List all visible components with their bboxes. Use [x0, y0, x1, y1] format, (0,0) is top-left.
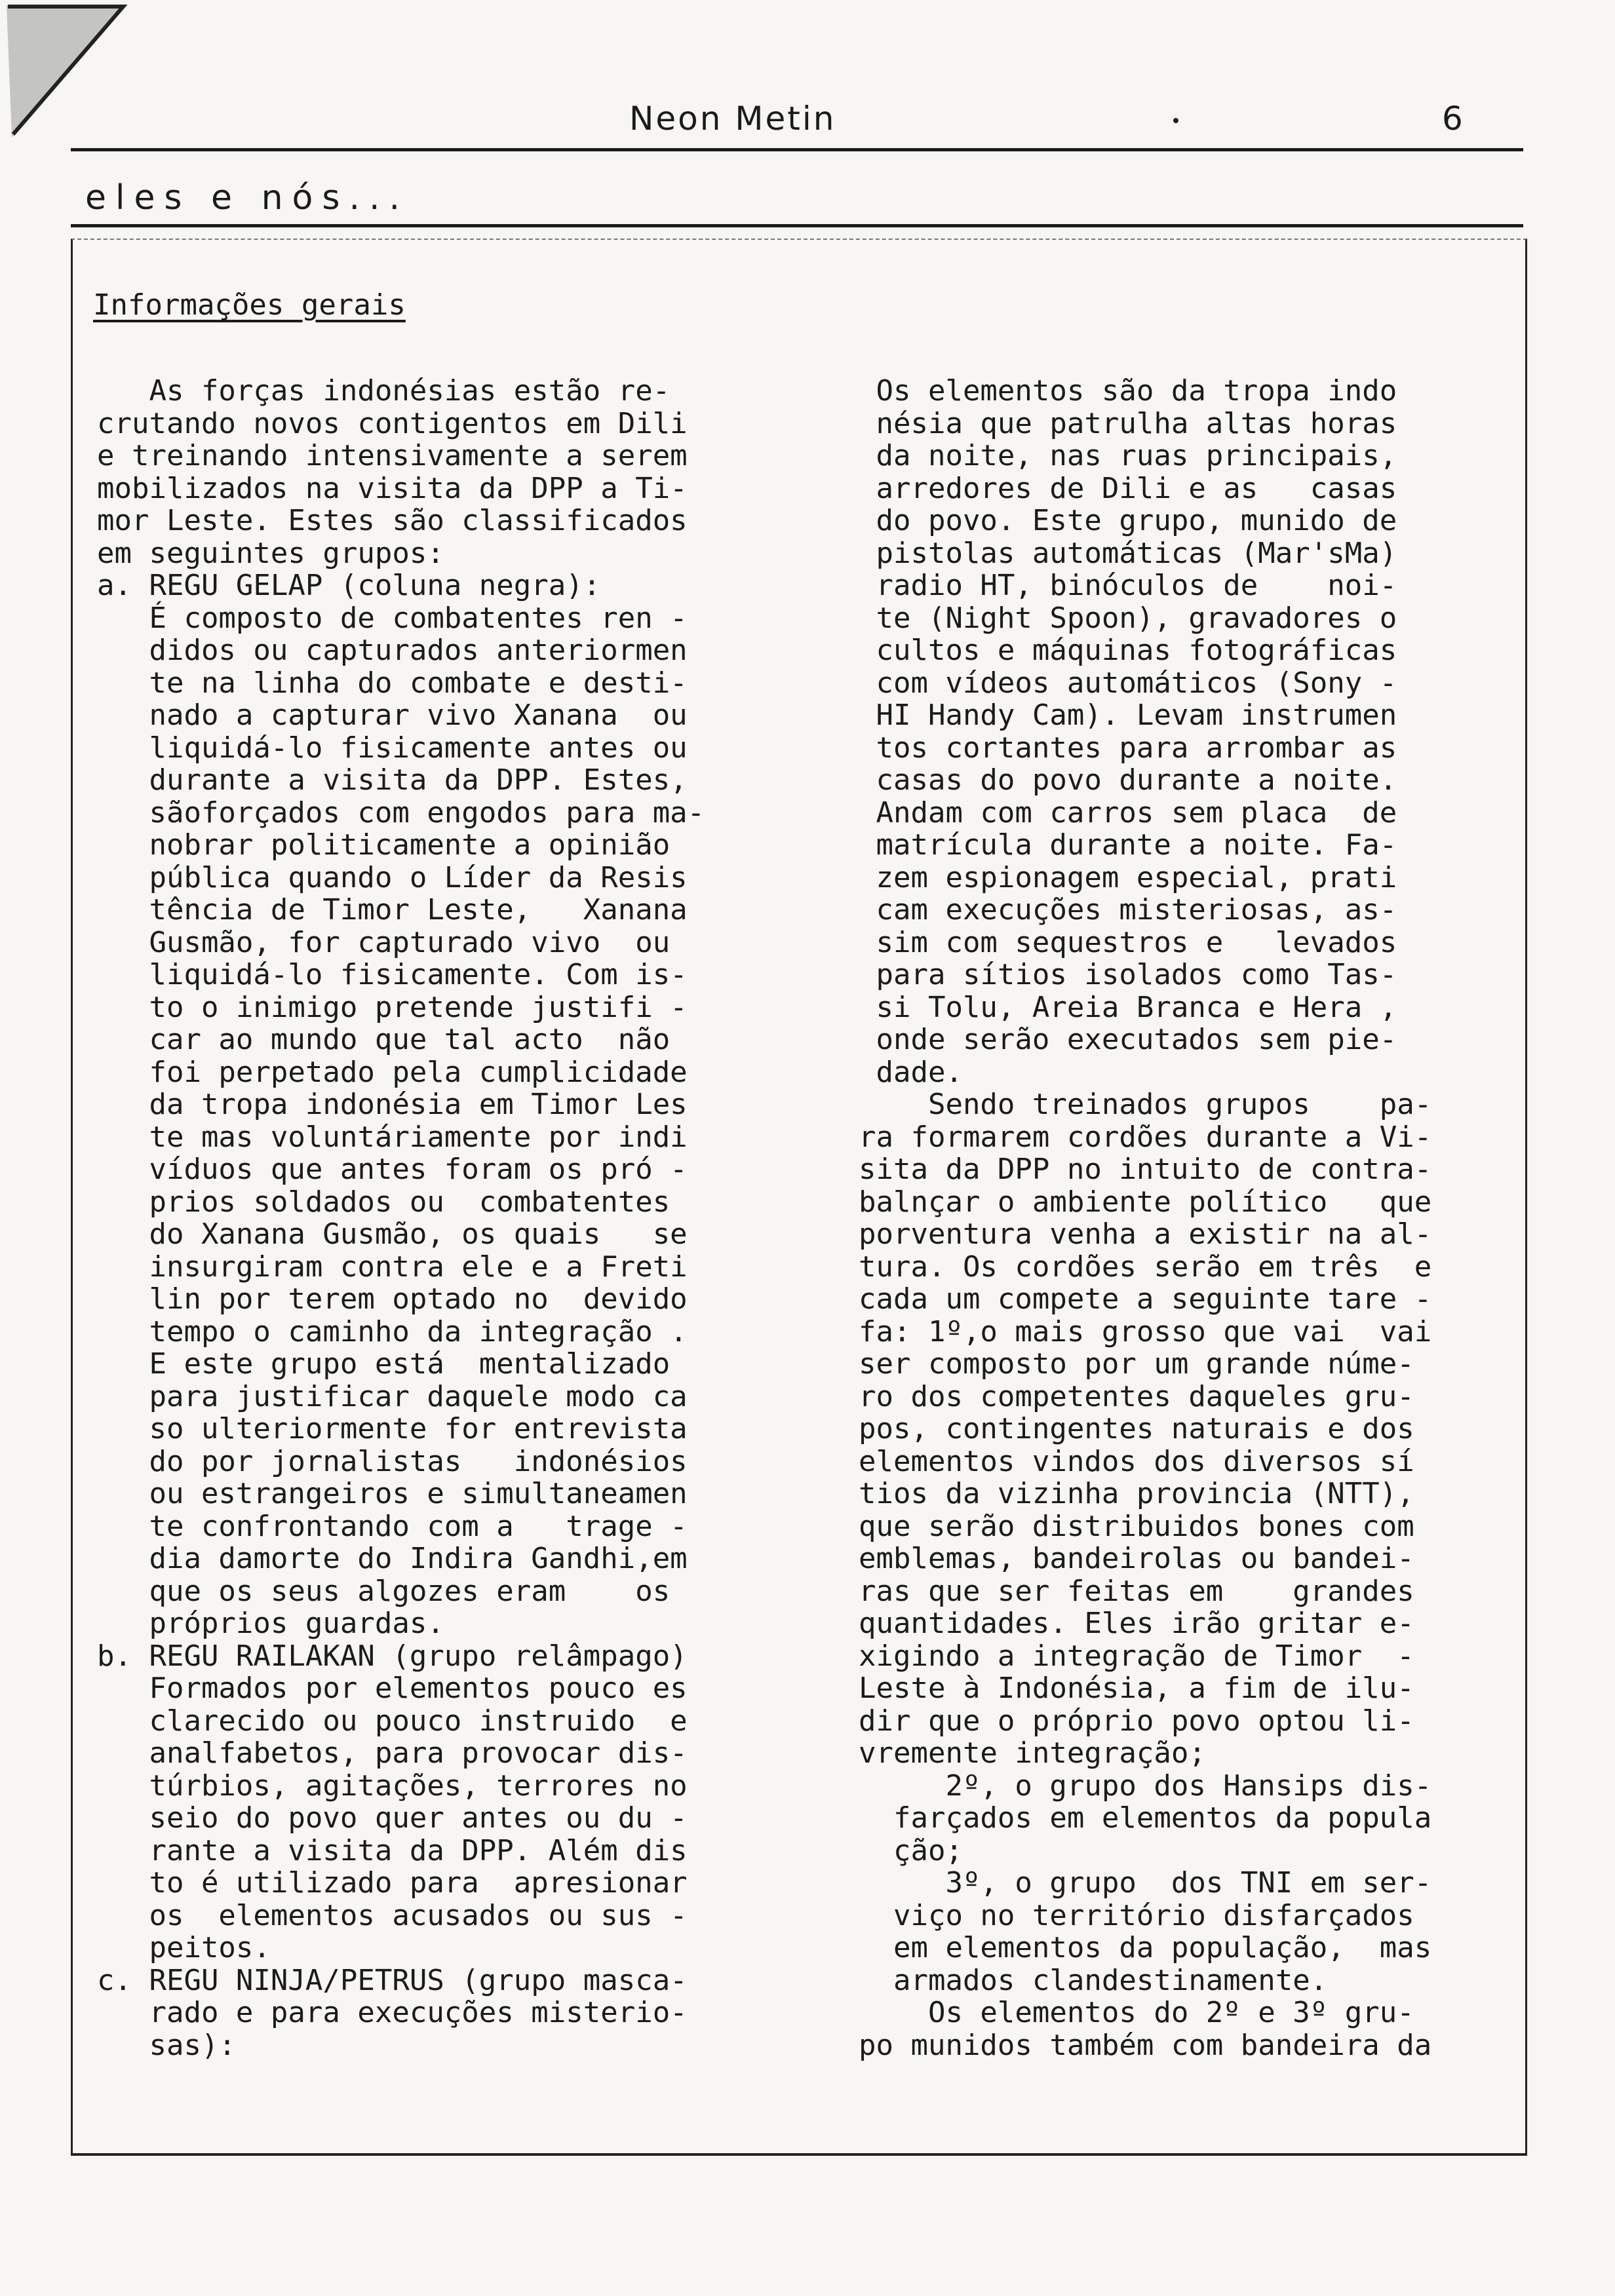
text-line: os elementos acusados ou sus -	[97, 1898, 688, 1932]
text-line: sas):	[97, 2028, 236, 2062]
scan-corner-mark	[0, 0, 131, 151]
text-line: Os elementos do 2º e 3º gru-	[859, 1996, 1414, 2029]
text-line: ou estrangeiros e simultaneamen	[97, 1477, 688, 1510]
text-line: balnçar o ambiente político que	[859, 1185, 1432, 1219]
text-line: so ulteriormente for entrevista	[97, 1412, 688, 1445]
text-line: liquidá-lo fisicamente. Com is-	[97, 958, 688, 991]
text-line: para sítios isolados como Tas-	[859, 958, 1397, 991]
text-line: elementos vindos dos diversos sí	[859, 1444, 1414, 1478]
text-line: dir que o próprio povo optou li-	[859, 1704, 1414, 1738]
text-line: zem espionagem especial, prati	[859, 860, 1397, 894]
section-heading: eles e nós...	[85, 178, 410, 218]
text-line: car ao mundo que tal acto não	[97, 1023, 671, 1056]
text-line: mor Leste. Estes são classificados	[97, 504, 688, 537]
text-line: HI Handy Cam). Levam instrumen	[859, 698, 1397, 732]
text-line: vremente integração;	[859, 1736, 1206, 1770]
text-line: to é utilizado para apresionar	[97, 1866, 688, 1900]
text-line: tura. Os cordões serão em três e	[859, 1250, 1432, 1284]
text-line: com vídeos automáticos (Sony -	[859, 666, 1397, 700]
text-line: dia damorte do Indira Gandhi,em	[97, 1542, 688, 1575]
text-line: didos ou capturados anteriormen	[97, 634, 688, 667]
text-line: nado a capturar vivo Xanana ou	[97, 698, 688, 732]
text-line: Andam com carros sem placa de	[859, 795, 1397, 830]
text-line: c. REGU NINJA/PETRUS (grupo masca-	[97, 1963, 688, 1997]
text-line: dade.	[859, 1055, 963, 1089]
text-line: da noite, nas ruas principais,	[859, 439, 1397, 472]
text-line: te (Night Spoon), gravadores o	[859, 601, 1397, 635]
text-line: 2º, o grupo dos Hansips dis-	[859, 1769, 1432, 1803]
text-line: foi perpetado pela cumplicidade	[97, 1055, 688, 1089]
text-line: te na linha do combate e desti-	[97, 666, 688, 700]
article-title: Informações gerais	[93, 288, 406, 322]
text-line: peitos.	[97, 1931, 271, 1964]
text-line: fa: 1º,o mais grosso que vai vai	[859, 1314, 1432, 1349]
text-line: lin por terem optado no devido	[97, 1282, 688, 1316]
text-line: te mas voluntáriamente por indi	[97, 1120, 688, 1154]
text-line: po munidos também com bandeira da	[859, 2028, 1432, 2062]
text-line: prios soldados ou combatentes	[97, 1185, 671, 1219]
text-line: pública quando o Líder da Resis	[97, 860, 688, 894]
text-line: b. REGU RAILAKAN (grupo relâmpago)	[97, 1639, 688, 1673]
text-line: nobrar politicamente a opinião	[97, 828, 671, 862]
text-line: to o inimigo pretende justifi -	[97, 990, 688, 1024]
text-line: tempo o caminho da integração .	[97, 1314, 688, 1349]
text-line: Leste à Indonésia, a fim de ilu-	[859, 1672, 1414, 1705]
text-line: ro dos competentes daqueles gru-	[859, 1379, 1414, 1413]
text-line: Formados por elementos pouco es	[97, 1672, 688, 1705]
text-line: ser composto por um grande núme-	[859, 1347, 1414, 1381]
text-line: próprios guardas.	[97, 1607, 444, 1640]
text-line: sita da DPP no intuito de contra-	[859, 1153, 1432, 1186]
header-dot	[1173, 118, 1178, 123]
text-line: porventura venha a existir na al-	[859, 1217, 1432, 1251]
text-line: tência de Timor Leste, Xanana	[97, 893, 688, 927]
text-line: xigindo a integração de Timor -	[859, 1639, 1414, 1673]
text-line: durante a visita da DPP. Estes,	[97, 763, 688, 797]
text-line: liquidá-lo fisicamente antes ou	[97, 731, 688, 765]
text-line: emblemas, bandeirolas ou bandei-	[859, 1542, 1414, 1575]
text-line: si Tolu, Areia Branca e Hera ,	[859, 990, 1397, 1024]
text-line: analfabetos, para provocar dis-	[97, 1736, 688, 1770]
text-line: e treinando intensivamente a serem	[97, 439, 688, 472]
text-line: em seguintes grupos:	[97, 536, 444, 570]
text-line: radio HT, binóculos de noi-	[859, 569, 1397, 602]
text-line: crutando novos contigentos em Dili	[97, 406, 688, 440]
text-line: insurgiram contra ele e a Freti	[97, 1250, 688, 1284]
text-line: cada um compete a seguinte tare -	[859, 1282, 1432, 1316]
text-line: ra formarem cordões durante a Vi-	[859, 1120, 1432, 1154]
text-line: rante a visita da DPP. Além dis	[97, 1833, 688, 1867]
text-line: nésia que patrulha altas horas	[859, 406, 1397, 440]
text-line: a. REGU GELAP (coluna negra):	[97, 569, 601, 602]
left-column	[97, 375, 705, 2061]
text-line: tos cortantes para arrombar as	[859, 731, 1397, 765]
text-line: do por jornalistas indonésios	[97, 1444, 688, 1478]
text-line: matrícula durante a noite. Fa-	[859, 828, 1397, 862]
text-line: do povo. Este grupo, munido de	[859, 504, 1397, 537]
text-line: casas do povo durante a noite.	[859, 763, 1397, 797]
section-rule	[71, 224, 1523, 227]
text-line: 3º, o grupo dos TNI em ser-	[859, 1866, 1432, 1900]
text-line: Os elementos são da tropa indo	[859, 374, 1397, 408]
text-line: para justificar daquele modo ca	[97, 1379, 688, 1413]
text-line: pos, contingentes naturais e dos	[859, 1412, 1414, 1445]
text-line: ras que ser feitas em grandes	[859, 1574, 1414, 1608]
text-line: Gusmão, for capturado vivo ou	[97, 925, 671, 959]
text-line: te confrontando com a trage -	[97, 1509, 688, 1543]
page-number: 6	[1442, 100, 1463, 138]
text-line: sim com sequestros e levados	[859, 925, 1397, 959]
text-line: quantidades. Eles irão gritar e-	[859, 1607, 1414, 1640]
text-line: víduos que antes foram os pró -	[97, 1153, 688, 1186]
publication-title: Neon Metin	[629, 100, 836, 138]
text-line: cam execuções misteriosas, as-	[859, 893, 1397, 927]
text-line: seio do povo quer antes ou du -	[97, 1801, 688, 1835]
text-line: arredores de Dili e as casas	[859, 471, 1397, 505]
text-line: mobilizados na visita da DPP a Ti-	[97, 471, 688, 505]
text-line: que os seus algozes eram os	[97, 1574, 671, 1608]
text-line: em elementos da população, mas	[859, 1931, 1432, 1964]
text-line: onde serão executados sem pie-	[859, 1023, 1397, 1056]
text-line: Sendo treinados grupos pa-	[859, 1088, 1432, 1121]
text-line: tios da vizinha provincia (NTT),	[859, 1477, 1414, 1510]
text-line: É composto de combatentes ren -	[97, 601, 688, 635]
text-line: pistolas automáticas (Mar'sMa)	[859, 536, 1397, 570]
text-line: clarecido ou pouco instruido e	[97, 1704, 688, 1738]
text-line: sãoforçados com engodos para ma-	[97, 795, 705, 830]
text-line: túrbios, agitações, terrores no	[97, 1769, 688, 1803]
text-line: rado e para execuções misterio-	[97, 1996, 688, 2029]
text-line: armados clandestinamente.	[859, 1963, 1328, 1997]
text-line: cultos e máquinas fotográficas	[859, 634, 1397, 667]
right-column	[859, 375, 1431, 2061]
text-line: do Xanana Gusmão, os quais se	[97, 1217, 688, 1251]
text-line: As forças indonésias estão re-	[97, 374, 671, 408]
text-line: farçados em elementos da popula	[859, 1801, 1432, 1835]
text-line: E este grupo está mentalizado	[97, 1347, 671, 1381]
header-rule	[71, 148, 1523, 151]
text-line: ção;	[859, 1833, 963, 1867]
text-line: da tropa indonésia em Timor Les	[97, 1088, 688, 1121]
text-line: viço no território disfarçados	[859, 1898, 1414, 1932]
text-line: que serão distribuidos bones com	[859, 1509, 1414, 1543]
